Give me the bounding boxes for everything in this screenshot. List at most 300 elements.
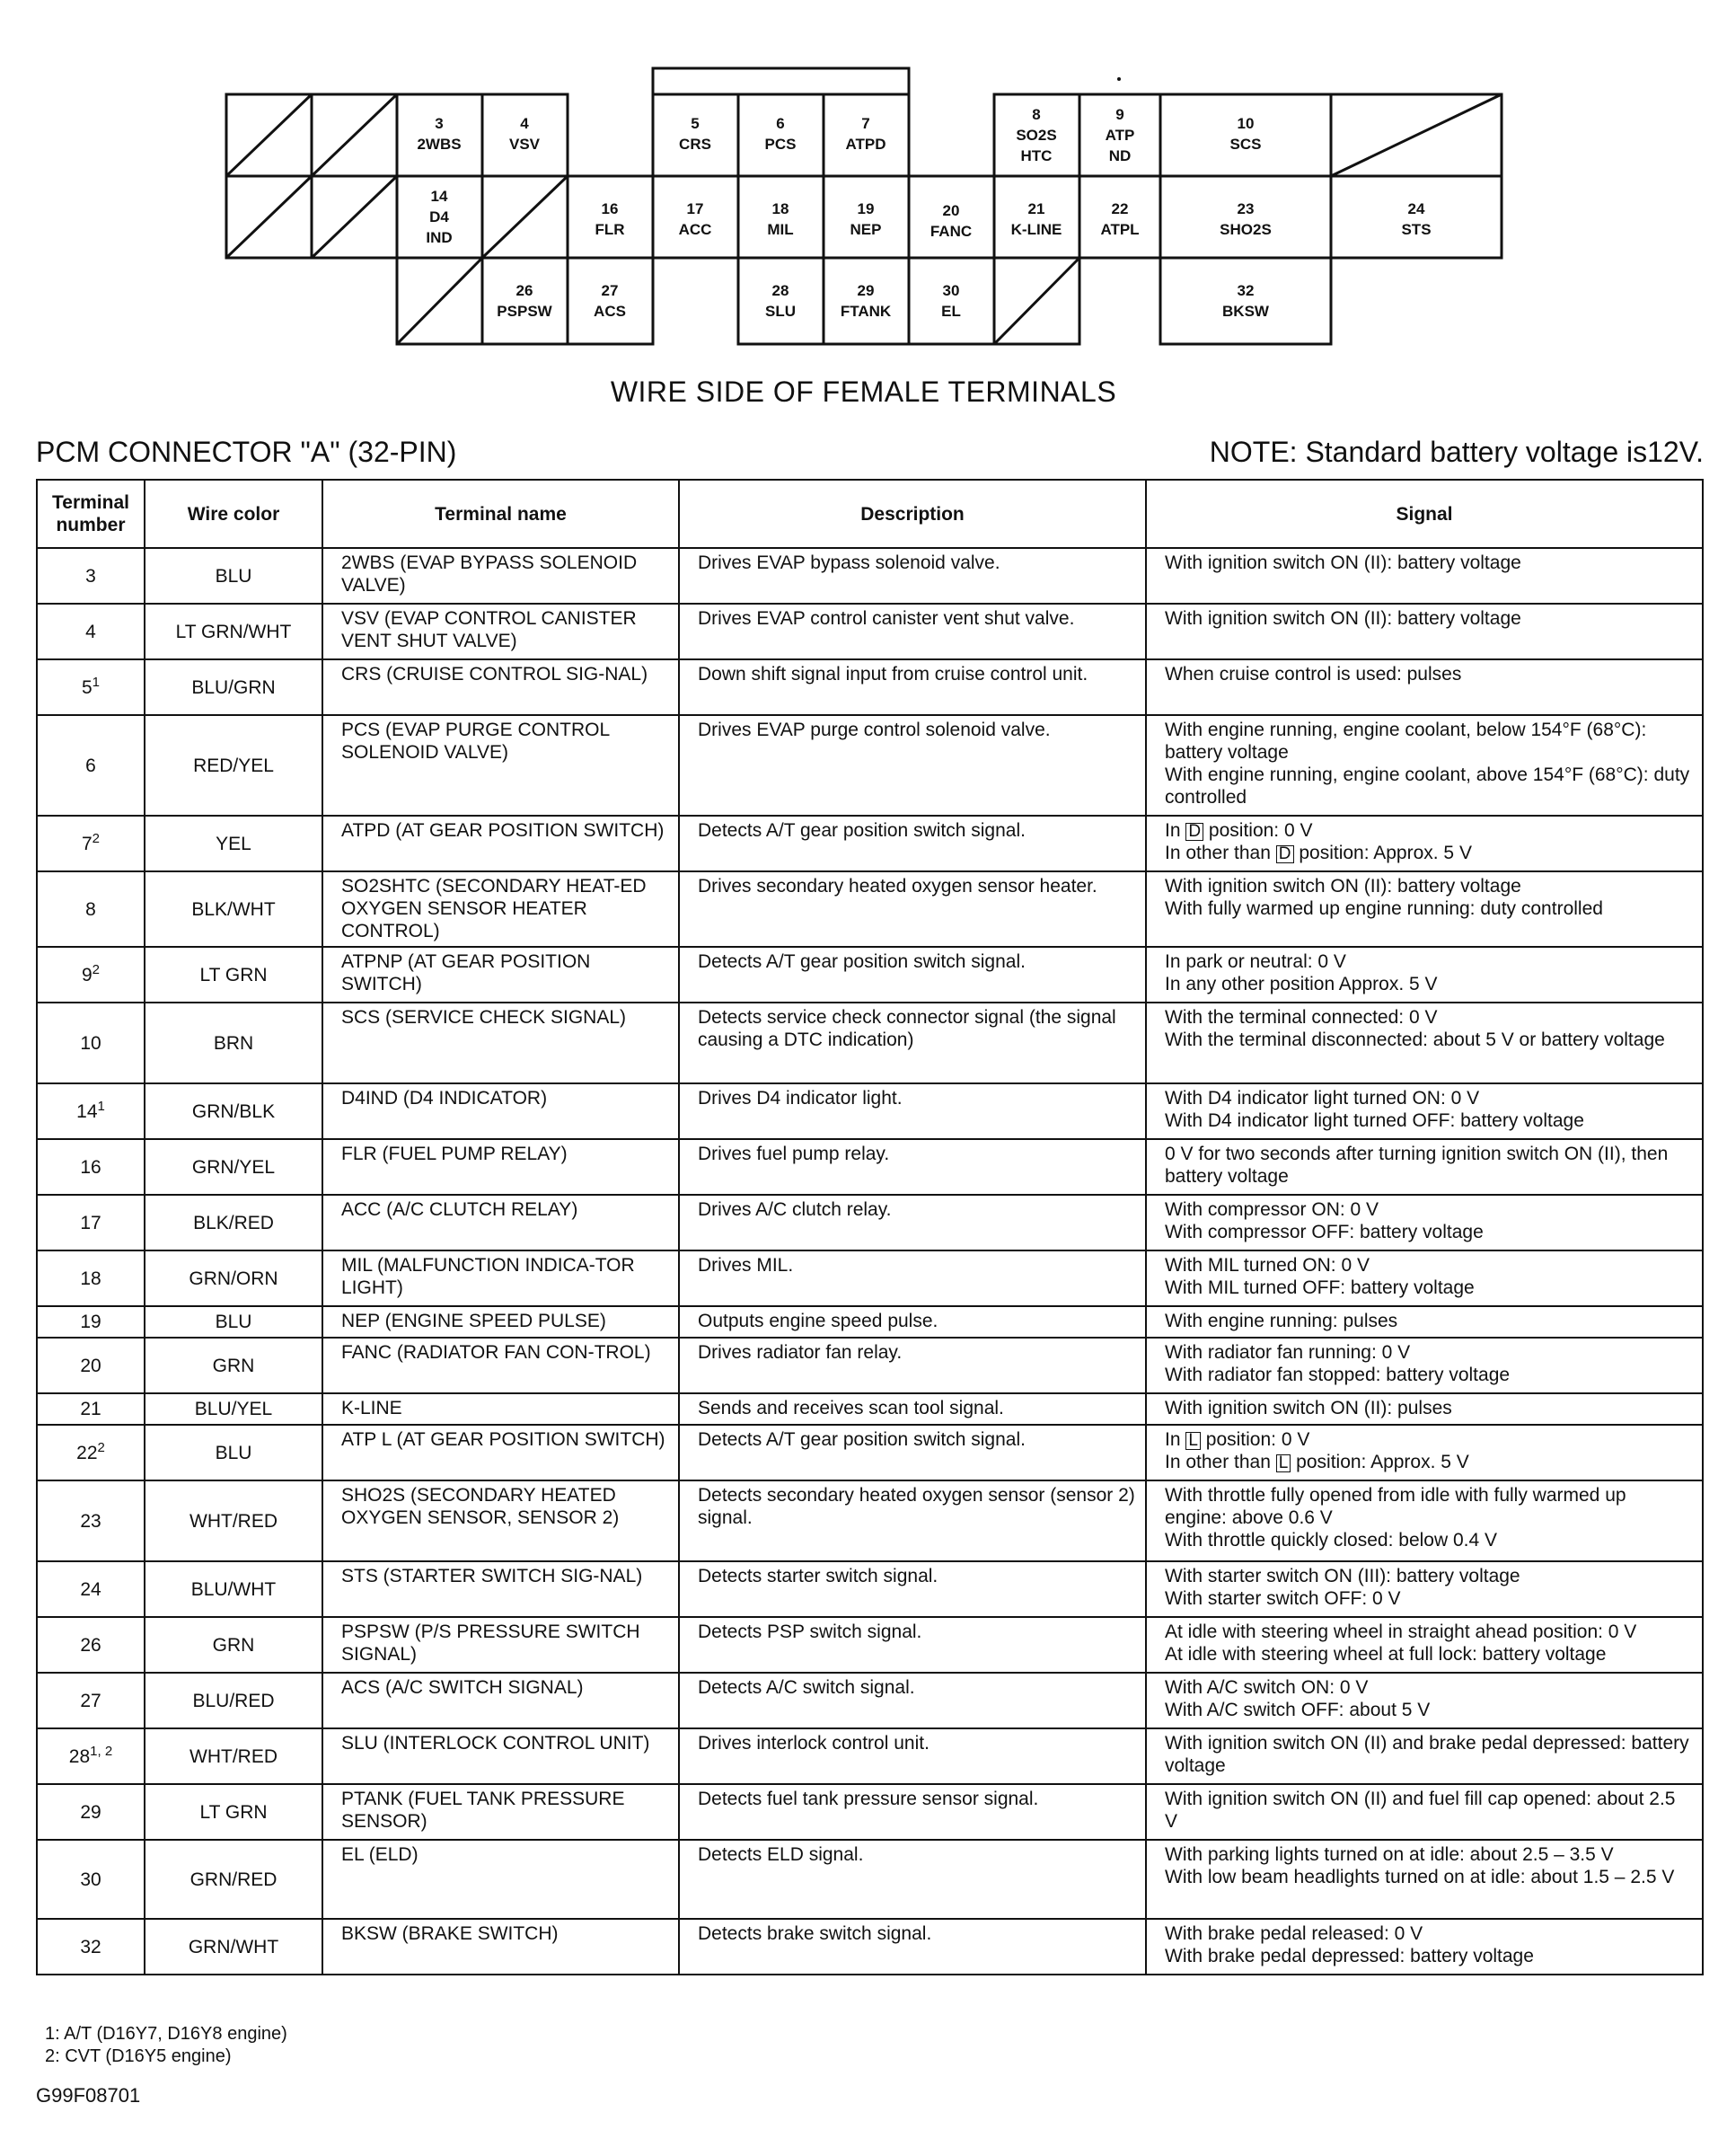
- signal-line: With ignition switch ON (II): battery voltage: [1165, 608, 1521, 629]
- signal-text: In other than: [1165, 843, 1276, 863]
- terminal-number-value: 20: [80, 1355, 101, 1376]
- cell-6-number: 6: [776, 115, 785, 132]
- cell-26-code: PSPSW: [497, 303, 552, 320]
- signal-text: In: [1165, 1429, 1186, 1450]
- table-row: [37, 1003, 1703, 1083]
- header-wire-color: Wire color: [145, 480, 322, 548]
- cell-20-code: FANC: [930, 223, 973, 240]
- signal: [1146, 1617, 1703, 1673]
- cell-21: [1011, 200, 1062, 238]
- cell-26: [497, 282, 552, 320]
- cell-24: [1401, 200, 1431, 238]
- cell-28-code: SLU: [765, 303, 796, 320]
- terminal-number: [37, 947, 145, 1003]
- cell-14-code-line2: IND: [426, 229, 453, 246]
- description: Drives EVAP bypass solenoid valve.: [679, 548, 1146, 604]
- signal: [1146, 1003, 1703, 1083]
- signal: [1146, 604, 1703, 659]
- cell-8-code-line2: HTC: [1020, 147, 1053, 164]
- cell-9-number: 9: [1115, 106, 1124, 123]
- signal-line: When cruise control is used: pulses: [1165, 664, 1462, 685]
- terminal-number: [37, 1480, 145, 1561]
- gear-position-box: L: [1276, 1454, 1291, 1472]
- signal-line: With MIL turned ON: 0 V: [1165, 1255, 1370, 1276]
- cell-9-code-line2: ND: [1108, 147, 1132, 164]
- description: Drives MIL.: [679, 1250, 1146, 1306]
- signal-line: With ignition switch ON (II): battery voltage: [1165, 876, 1521, 897]
- footnote-marker: 1: [97, 1098, 105, 1114]
- signal: [1146, 1480, 1703, 1561]
- signal-line: With the terminal disconnected: about 5 V or battery voltage: [1165, 1029, 1665, 1050]
- cell-10-code: SCS: [1229, 136, 1262, 153]
- terminal-name: K-LINE: [322, 1393, 679, 1425]
- terminal-number-value: 27: [80, 1690, 101, 1711]
- description: Detects A/C switch signal.: [679, 1673, 1146, 1728]
- terminal-number: [37, 1840, 145, 1919]
- signal-line: With ignition switch ON (II): battery voltage: [1165, 552, 1521, 573]
- terminal-number: [37, 1784, 145, 1840]
- wire-color: GRN/RED: [145, 1840, 322, 1919]
- cell-27-number: 27: [601, 282, 619, 299]
- cell-22-code: ATPL: [1100, 221, 1140, 238]
- cell-32: [1222, 282, 1270, 320]
- cell-7-number: 7: [861, 115, 870, 132]
- description: Drives secondary heated oxygen sensor heater.: [679, 871, 1146, 947]
- cell-10: [1230, 115, 1262, 153]
- signal-line: With D4 indicator light turned OFF: battery voltage: [1165, 1110, 1584, 1131]
- footnote-marker: 1: [92, 674, 101, 690]
- cell-6: [765, 115, 797, 153]
- terminal-number-value: 9: [81, 964, 93, 985]
- signal-text: position: 0 V: [1203, 820, 1313, 841]
- terminal-number: [37, 548, 145, 604]
- footnote-marker: 2: [97, 1439, 105, 1455]
- cell-18-number: 18: [771, 200, 789, 217]
- signal: [1146, 1393, 1703, 1425]
- terminal-number-value: 6: [85, 755, 96, 776]
- wire-color: WHT/RED: [145, 1728, 322, 1784]
- description: Drives interlock control unit.: [679, 1728, 1146, 1784]
- terminal-name: ACS (A/C SWITCH SIGNAL): [322, 1673, 679, 1728]
- description: Detects A/T gear position switch signal.: [679, 816, 1146, 871]
- cell-3-number: 3: [435, 115, 444, 132]
- cell-29: [841, 282, 892, 320]
- cell-8: [1016, 106, 1056, 164]
- signal: [1146, 1673, 1703, 1728]
- connector-title: PCM CONNECTOR "A" (32-PIN): [36, 436, 457, 468]
- cell-30: [941, 282, 961, 320]
- cell-9: [1106, 106, 1135, 164]
- diagram-caption: WIRE SIDE OF FEMALE TERMINALS: [610, 376, 1117, 408]
- terminal-name: ATP L (AT GEAR POSITION SWITCH): [322, 1425, 679, 1480]
- wire-color: BLU: [145, 1425, 322, 1480]
- terminal-name: FLR (FUEL PUMP RELAY): [322, 1139, 679, 1195]
- cell-3-code: 2WBS: [417, 136, 462, 153]
- terminal-number: [37, 816, 145, 871]
- signal-line: [1165, 819, 1693, 842]
- terminal-number-value: 3: [85, 565, 96, 587]
- cell-19: [850, 200, 882, 238]
- terminal-name: ACC (A/C CLUTCH RELAY): [322, 1195, 679, 1250]
- signal-line: With ignition switch ON (II): pulses: [1165, 1398, 1452, 1418]
- signal: [1146, 1784, 1703, 1840]
- wire-color: BLU/RED: [145, 1673, 322, 1728]
- terminal-number: [37, 1673, 145, 1728]
- terminal-number-value: 17: [80, 1212, 101, 1233]
- cell-30-code: EL: [941, 303, 961, 320]
- terminal-number: [37, 1561, 145, 1617]
- wire-color: BRN: [145, 1003, 322, 1083]
- signal-line: [1165, 1451, 1693, 1473]
- terminal-name: SHO2S (SECONDARY HEATED OXYGEN SENSOR, SENSOR 2): [322, 1480, 679, 1561]
- cell-14: [426, 188, 452, 246]
- gear-position-box: D: [1185, 823, 1203, 841]
- signal-line: With ignition switch ON (II) and fuel fill cap opened: about 2.5 V: [1165, 1789, 1676, 1832]
- terminal-number: [37, 1728, 145, 1784]
- signal-text: In other than: [1165, 1452, 1276, 1472]
- cell-26-number: 26: [515, 282, 533, 299]
- footnote-marker: 2: [92, 961, 101, 977]
- terminal-name: SLU (INTERLOCK CONTROL UNIT): [322, 1728, 679, 1784]
- terminal-number: [37, 659, 145, 715]
- signal: [1146, 1338, 1703, 1393]
- terminal-number: [37, 1425, 145, 1480]
- cell-7: [845, 115, 886, 153]
- terminal-name: PTANK (FUEL TANK PRESSURE SENSOR): [322, 1784, 679, 1840]
- wire-color: BLU/GRN: [145, 659, 322, 715]
- signal-text: position: Approx. 5 V: [1293, 843, 1472, 863]
- cell-16-number: 16: [601, 200, 619, 217]
- terminal-name: D4IND (D4 INDICATOR): [322, 1083, 679, 1139]
- signal: [1146, 1840, 1703, 1919]
- signal-line: In any other position Approx. 5 V: [1165, 974, 1438, 994]
- terminal-name: SCS (SERVICE CHECK SIGNAL): [322, 1003, 679, 1083]
- cell-14-number: 14: [430, 188, 448, 205]
- cell-28: [765, 282, 796, 320]
- cell-30-number: 30: [942, 282, 960, 299]
- cell-19-code: NEP: [850, 221, 882, 238]
- description: Drives EVAP purge control solenoid valve.: [679, 715, 1146, 816]
- signal: [1146, 659, 1703, 715]
- cell-7-code: ATPD: [845, 136, 886, 153]
- signal-line: [1165, 842, 1693, 864]
- table-row: [37, 1480, 1703, 1561]
- signal-line: With radiator fan running: 0 V: [1165, 1342, 1411, 1363]
- terminal-number: [37, 1003, 145, 1083]
- table-row: [37, 1195, 1703, 1250]
- terminal-number-value: 22: [76, 1442, 98, 1463]
- terminal-number-value: 23: [80, 1510, 101, 1532]
- terminal-name: BKSW (BRAKE SWITCH): [322, 1919, 679, 1975]
- terminal-number: [37, 715, 145, 816]
- footnote-2: 2: CVT (D16Y5 engine): [45, 2046, 232, 2066]
- signal: [1146, 871, 1703, 947]
- description: Detects ELD signal.: [679, 1840, 1146, 1919]
- cell-20: [930, 202, 972, 240]
- signal-line: With the terminal connected: 0 V: [1165, 1007, 1438, 1028]
- signal: [1146, 715, 1703, 816]
- signal: [1146, 1250, 1703, 1306]
- terminal-number: [37, 604, 145, 659]
- terminal-number-value: 18: [80, 1268, 101, 1289]
- table-row: [37, 548, 1703, 604]
- table-row: [37, 1393, 1703, 1425]
- signal-line: With engine running, engine coolant, below 154°F (68°C): battery voltage: [1165, 720, 1647, 763]
- table-row: [37, 1728, 1703, 1784]
- wire-color: GRN: [145, 1338, 322, 1393]
- cell-32-number: 32: [1237, 282, 1255, 299]
- signal: [1146, 1195, 1703, 1250]
- cell-4-number: 4: [520, 115, 529, 132]
- cell-23-number: 23: [1237, 200, 1255, 217]
- wire-color: GRN/ORN: [145, 1250, 322, 1306]
- terminal-number-value: 30: [80, 1869, 101, 1890]
- signal: [1146, 1561, 1703, 1617]
- terminal-name: CRS (CRUISE CONTROL SIG-NAL): [322, 659, 679, 715]
- signal: [1146, 548, 1703, 604]
- table-row: [37, 871, 1703, 947]
- signal-line: With throttle quickly closed: below 0.4 V: [1165, 1530, 1498, 1551]
- signal-line: With brake pedal released: 0 V: [1165, 1923, 1423, 1944]
- battery-voltage-note: NOTE: Standard battery voltage is12V.: [1209, 436, 1704, 468]
- terminal-name: NEP (ENGINE SPEED PULSE): [322, 1306, 679, 1338]
- cell-5-number: 5: [691, 115, 700, 132]
- gear-position-box: D: [1276, 845, 1294, 863]
- table-row: [37, 1617, 1703, 1673]
- terminal-number: [37, 1919, 145, 1975]
- wire-color: WHT/RED: [145, 1480, 322, 1561]
- terminal-name: PSPSW (P/S PRESSURE SWITCH SIGNAL): [322, 1617, 679, 1673]
- cell-8-code: SO2S: [1016, 127, 1057, 144]
- signal-line: With compressor OFF: battery voltage: [1165, 1222, 1484, 1242]
- connector-diagram: [0, 0, 1727, 359]
- table-row: [37, 1919, 1703, 1975]
- signal-line: With low beam headlights turned on at idle: about 1.5 – 2.5 V: [1165, 1867, 1675, 1887]
- table-header-row: [37, 480, 1703, 548]
- signal: [1146, 1728, 1703, 1784]
- signal-line: With A/C switch ON: 0 V: [1165, 1677, 1369, 1698]
- description: Detects secondary heated oxygen sensor (sensor 2) signal.: [679, 1480, 1146, 1561]
- cell-5-code: CRS: [679, 136, 711, 153]
- signal-line: With throttle fully opened from idle with fully warmed up engine: above 0.6 V: [1165, 1485, 1626, 1528]
- cell-24-code: STS: [1401, 221, 1432, 238]
- wire-color: BLU/YEL: [145, 1393, 322, 1425]
- header-terminal-name: Terminal name: [322, 480, 679, 548]
- terminal-name: VSV (EVAP CONTROL CANISTER VENT SHUT VALVE): [322, 604, 679, 659]
- terminal-number: [37, 1338, 145, 1393]
- footnote-marker: 2: [92, 830, 101, 846]
- terminal-number-value: 5: [81, 676, 93, 698]
- signal-line: With brake pedal depressed: battery voltage: [1165, 1946, 1534, 1966]
- header-description: Description: [679, 480, 1146, 548]
- description: Drives D4 indicator light.: [679, 1083, 1146, 1139]
- signal-line: [1165, 1428, 1693, 1451]
- terminal-number-value: 32: [80, 1936, 101, 1957]
- signal: [1146, 1139, 1703, 1195]
- cell-4: [509, 115, 541, 153]
- wire-color: BLK/WHT: [145, 871, 322, 947]
- description: Detects PSP switch signal.: [679, 1617, 1146, 1673]
- description: Detects A/T gear position switch signal.: [679, 947, 1146, 1003]
- cell-21-code: K-LINE: [1010, 221, 1062, 238]
- cell-17-code: ACC: [678, 221, 712, 238]
- signal-line: With radiator fan stopped: battery voltage: [1165, 1365, 1511, 1385]
- description: Detects fuel tank pressure sensor signal.: [679, 1784, 1146, 1840]
- signal-line: With D4 indicator light turned ON: 0 V: [1165, 1088, 1480, 1109]
- terminal-number-value: 21: [80, 1399, 101, 1419]
- cell-23: [1220, 200, 1272, 238]
- wire-color: LT GRN: [145, 1784, 322, 1840]
- table-row: [37, 1425, 1703, 1480]
- description: Detects starter switch signal.: [679, 1561, 1146, 1617]
- wire-color: RED/YEL: [145, 715, 322, 816]
- terminal-name: 2WBS (EVAP BYPASS SOLENOID VALVE): [322, 548, 679, 604]
- cell-14-code: D4: [429, 208, 449, 225]
- signal-line: With parking lights turned on at idle: about 2.5 – 3.5 V: [1165, 1844, 1614, 1865]
- cell-10-number: 10: [1237, 115, 1255, 132]
- terminal-number-value: 7: [81, 833, 93, 854]
- terminal-number-value: 26: [80, 1634, 101, 1656]
- description: Detects service check connector signal (the signal causing a DTC indication): [679, 1003, 1146, 1083]
- signal: [1146, 1425, 1703, 1480]
- wire-color: LT GRN/WHT: [145, 604, 322, 659]
- terminal-name: PCS (EVAP PURGE CONTROL SOLENOID VALVE): [322, 715, 679, 816]
- signal: [1146, 1083, 1703, 1139]
- description: Outputs engine speed pulse.: [679, 1306, 1146, 1338]
- cell-27-code: ACS: [594, 303, 626, 320]
- cell-29-code: FTANK: [840, 303, 892, 320]
- signal-line: With engine running, engine coolant, above 154°F (68°C): duty controlled: [1165, 764, 1690, 808]
- wire-color: GRN: [145, 1617, 322, 1673]
- wire-color: BLU/WHT: [145, 1561, 322, 1617]
- table-row: [37, 604, 1703, 659]
- signal-text: position: 0 V: [1200, 1429, 1310, 1450]
- terminal-number: [37, 1250, 145, 1306]
- cell-3: [417, 115, 461, 153]
- wire-color: YEL: [145, 816, 322, 871]
- terminal-number-value: 19: [80, 1312, 101, 1332]
- table-row: [37, 816, 1703, 871]
- wire-color: BLK/RED: [145, 1195, 322, 1250]
- signal-line: 0 V for two seconds after turning ignition switch ON (II), then battery voltage: [1165, 1144, 1669, 1187]
- terminal-number: [37, 871, 145, 947]
- terminal-name: STS (STARTER SWITCH SIG-NAL): [322, 1561, 679, 1617]
- gear-position-box: L: [1185, 1432, 1201, 1450]
- cell-5: [679, 115, 711, 153]
- terminal-number-value: 24: [80, 1578, 101, 1600]
- signal: [1146, 947, 1703, 1003]
- cell-16: [595, 200, 624, 238]
- table-row: [37, 1673, 1703, 1728]
- terminal-name: FANC (RADIATOR FAN CON-TROL): [322, 1338, 679, 1393]
- terminal-name: MIL (MALFUNCTION INDICA-TOR LIGHT): [322, 1250, 679, 1306]
- cell-32-code: BKSW: [1222, 303, 1269, 320]
- cell-23-code: SHO2S: [1220, 221, 1272, 238]
- cell-18-code: MIL: [767, 221, 794, 238]
- wire-color: GRN/BLK: [145, 1083, 322, 1139]
- wire-color: LT GRN: [145, 947, 322, 1003]
- cell-22-number: 22: [1111, 200, 1129, 217]
- table-row: [37, 715, 1703, 816]
- cell-21-number: 21: [1027, 200, 1045, 217]
- wire-color: GRN/YEL: [145, 1139, 322, 1195]
- cell-17: [679, 200, 712, 238]
- cell-19-number: 19: [857, 200, 875, 217]
- table-row: [37, 1083, 1703, 1139]
- description: Detects A/T gear position switch signal.: [679, 1425, 1146, 1480]
- signal: [1146, 1919, 1703, 1975]
- description: Down shift signal input from cruise control unit.: [679, 659, 1146, 715]
- cell-4-code: VSV: [508, 136, 541, 153]
- signal-line: With starter switch ON (III): battery voltage: [1165, 1566, 1520, 1586]
- terminal-name: EL (ELD): [322, 1840, 679, 1919]
- footnote-marker: 1, 2: [90, 1743, 113, 1759]
- table-row: [37, 1306, 1703, 1338]
- cell-18: [767, 200, 793, 238]
- cell-29-number: 29: [857, 282, 875, 299]
- wire-color: GRN/WHT: [145, 1919, 322, 1975]
- header-terminal-number: Terminal number: [37, 480, 145, 548]
- signal-line: At idle with steering wheel at full lock: battery voltage: [1165, 1644, 1607, 1665]
- cell-28-number: 28: [771, 282, 789, 299]
- signal: [1146, 816, 1703, 871]
- terminal-number: [37, 1306, 145, 1338]
- table-row: [37, 1250, 1703, 1306]
- table-row: [37, 1561, 1703, 1617]
- wire-color: BLU: [145, 548, 322, 604]
- signal-line: With MIL turned OFF: battery voltage: [1165, 1277, 1475, 1298]
- cell-24-number: 24: [1407, 200, 1425, 217]
- table-row: [37, 947, 1703, 1003]
- table-row: [37, 1840, 1703, 1919]
- cell-6-code: PCS: [764, 136, 797, 153]
- terminal-name: ATPD (AT GEAR POSITION SWITCH): [322, 816, 679, 871]
- description: Drives A/C clutch relay.: [679, 1195, 1146, 1250]
- wire-color: BLU: [145, 1306, 322, 1338]
- cell-9-code: ATP: [1105, 127, 1135, 144]
- table-row: [37, 1338, 1703, 1393]
- terminal-number-value: 14: [76, 1100, 98, 1122]
- signal-line: With ignition switch ON (II) and brake pedal depressed: battery voltage: [1165, 1733, 1689, 1776]
- signal-line: In park or neutral: 0 V: [1165, 951, 1346, 972]
- terminal-number-value: 29: [80, 1801, 101, 1823]
- terminal-name: SO2SHTC (SECONDARY HEAT-ED OXYGEN SENSOR HEATER CONTROL): [322, 871, 679, 947]
- terminal-number: [37, 1393, 145, 1425]
- table-row: [37, 1784, 1703, 1840]
- signal-text: position: Approx. 5 V: [1291, 1452, 1469, 1472]
- header-signal: Signal: [1146, 480, 1703, 548]
- table-row: [37, 659, 1703, 715]
- description: Drives EVAP control canister vent shut valve.: [679, 604, 1146, 659]
- cell-27: [594, 282, 626, 320]
- terminal-number: [37, 1195, 145, 1250]
- terminal-number-value: 10: [80, 1032, 101, 1054]
- signal-line: With compressor ON: 0 V: [1165, 1199, 1379, 1220]
- cell-8-number: 8: [1032, 106, 1041, 123]
- description: Drives fuel pump relay.: [679, 1139, 1146, 1195]
- signal-line: At idle with steering wheel in straight ahead position: 0 V: [1165, 1621, 1637, 1642]
- terminal-number-value: 4: [85, 621, 96, 642]
- signal-line: With starter switch OFF: 0 V: [1165, 1588, 1401, 1609]
- terminal-number: [37, 1139, 145, 1195]
- terminal-number-value: 8: [85, 898, 96, 920]
- terminal-name: ATPNP (AT GEAR POSITION SWITCH): [322, 947, 679, 1003]
- terminal-table: [36, 479, 1704, 1975]
- cell-16-code: FLR: [595, 221, 625, 238]
- cell-22: [1100, 200, 1139, 238]
- signal-line: With fully warmed up engine running: duty controlled: [1165, 898, 1603, 919]
- description: Detects brake switch signal.: [679, 1919, 1146, 1975]
